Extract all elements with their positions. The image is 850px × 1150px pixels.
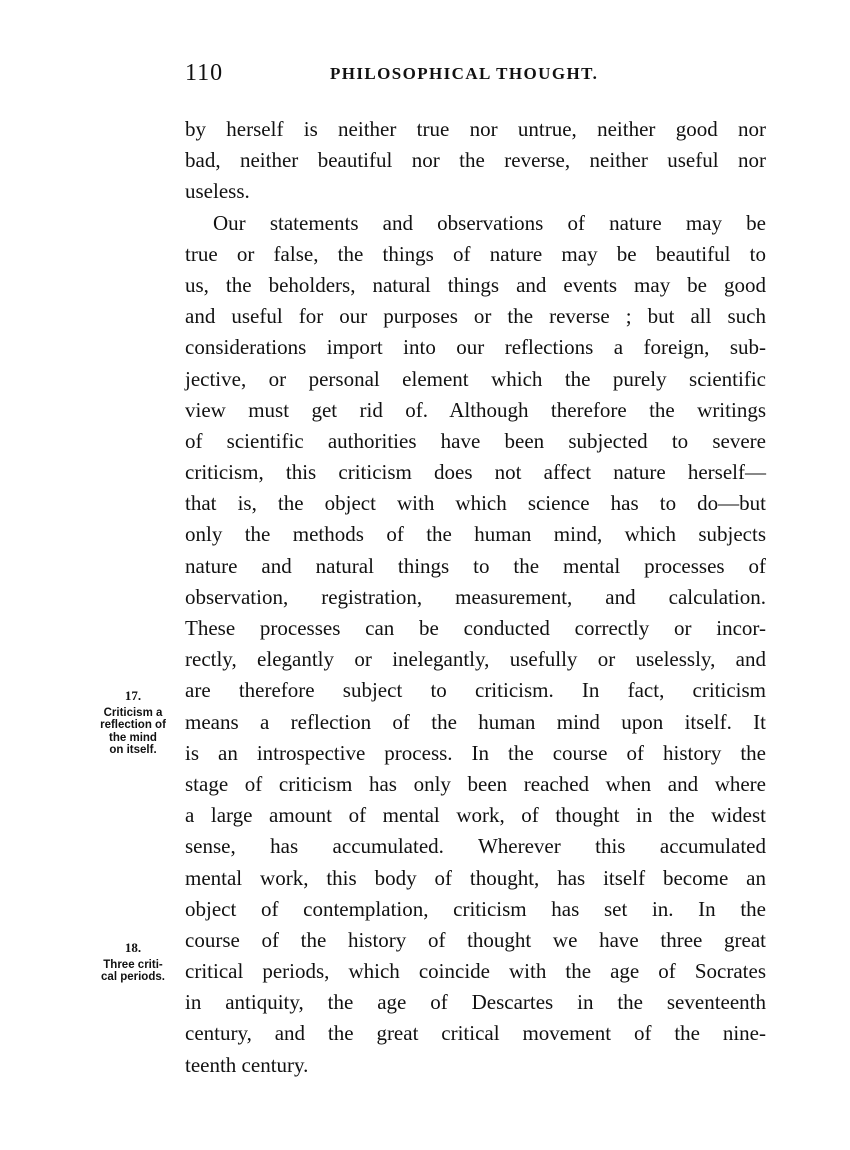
text-line: and useful for our purposes or the reverse ; but all such bbox=[185, 304, 766, 329]
text-line: useless. bbox=[185, 179, 250, 204]
page-number: 110 bbox=[185, 60, 224, 86]
sidenote-line: on itself. bbox=[109, 744, 157, 756]
sidenote-line: cal periods. bbox=[101, 971, 165, 983]
text-line: mental work, this body of thought, has itself become an bbox=[185, 865, 766, 890]
text-line: means a reflection of the human mind upon itself. It bbox=[185, 709, 766, 734]
text-line: rectly, elegantly or inelegantly, usefully or uselessly, and bbox=[185, 647, 766, 672]
text-line: sense, has accumulated. Wherever this accumulated bbox=[185, 834, 766, 859]
text-line: by herself is neither true nor untrue, neither good nor bbox=[185, 117, 766, 141]
text-line: critical periods, which coincide with the age of Socrates bbox=[185, 959, 766, 984]
sidenote-line: Criticism a bbox=[103, 706, 163, 719]
sidenote-line: reflection of bbox=[100, 719, 166, 731]
running-head bbox=[185, 60, 765, 90]
sidenote-line: the mind bbox=[109, 731, 157, 744]
text-line: only the methods of the human mind, which subjects bbox=[185, 522, 766, 547]
sidenote-number: 18. bbox=[124, 940, 142, 955]
text-line: criticism, this criticism does not affect nature herself— bbox=[185, 460, 766, 485]
text-line: These processes can be conducted correctly or incor- bbox=[185, 616, 766, 640]
body-text bbox=[185, 114, 766, 1081]
sidenote-line: Three criti- bbox=[103, 958, 163, 971]
text-line: is an introspective process. In the course of history the bbox=[185, 740, 766, 765]
text-line: a large amount of mental work, of thought in the widest bbox=[185, 803, 766, 828]
text-line: Our statements and observations of nature may be bbox=[213, 210, 766, 235]
text-line: that is, the object with which science has to do—but bbox=[185, 491, 766, 516]
running-title: PHILOSOPHICAL THOUGHT. bbox=[330, 64, 599, 83]
text-line: jective, or personal element which the purely scientific bbox=[185, 366, 766, 391]
sidenote-critical-periods bbox=[86, 942, 180, 984]
text-line: observation, registration, measurement, and calculation. bbox=[185, 584, 766, 609]
sidenote-criticism bbox=[86, 690, 180, 757]
text-line: object of contemplation, criticism has set in. In the bbox=[185, 896, 766, 921]
text-line: century, and the great critical movement of the nine- bbox=[185, 1021, 766, 1046]
text-line: bad, neither beautiful nor the reverse, neither useful nor bbox=[185, 148, 766, 173]
text-line: view must get rid of. Although therefore the writings bbox=[185, 397, 766, 422]
text-line: stage of criticism has only been reached when and where bbox=[185, 771, 766, 796]
sidenote-number: 17. bbox=[124, 688, 142, 703]
text-line: in antiquity, the age of Descartes in the seventeenth bbox=[185, 990, 766, 1015]
text-line: true or false, the things of nature may be beautiful to bbox=[185, 241, 766, 266]
text-line: course of the history of thought we have three great bbox=[185, 927, 766, 952]
text-line: us, the beholders, natural things and events may be good bbox=[185, 272, 766, 297]
text-line: are therefore subject to criticism. In fact, criticism bbox=[185, 678, 766, 703]
text-line: teenth century. bbox=[185, 1052, 309, 1077]
text-line: nature and natural things to the mental processes of bbox=[185, 553, 766, 578]
text-line: of scientific authorities have been subjected to severe bbox=[185, 428, 766, 453]
text-line: considerations import into our reflections a foreign, sub- bbox=[185, 335, 766, 360]
